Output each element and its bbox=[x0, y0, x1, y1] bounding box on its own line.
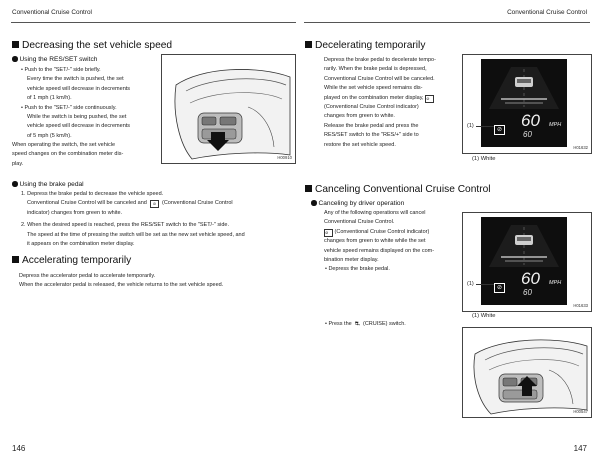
text-line: Every time the switch is pushed, the set bbox=[27, 76, 124, 83]
page-number-right: 147 bbox=[573, 444, 587, 453]
figure-code: H01632 bbox=[573, 145, 588, 150]
header-rule-left bbox=[11, 22, 296, 23]
section-square-icon bbox=[305, 41, 312, 48]
section-square-icon bbox=[12, 41, 19, 48]
figure-code: H01633 bbox=[573, 303, 588, 308]
steering-wheel-illustration bbox=[162, 55, 295, 163]
text-line: rarily. When the brake pedal is depressed, bbox=[324, 66, 427, 73]
text-line: While the set vehicle speed remains dis- bbox=[324, 85, 423, 92]
section-title-decelerating: Decelerating temporarily bbox=[305, 40, 425, 51]
bullet-dot-icon bbox=[12, 56, 18, 62]
text-line: played on the combination meter display, ⊘ bbox=[324, 94, 458, 103]
section-square-icon bbox=[305, 185, 312, 192]
section-square-icon bbox=[12, 256, 19, 263]
text-line: bination meter display. bbox=[324, 257, 379, 264]
subheading-driver-operation: Canceling by driver operation bbox=[311, 200, 404, 207]
figure-steering-switch-set bbox=[161, 54, 296, 164]
text-line: vehicle speed remains displayed on the com- bbox=[324, 247, 435, 254]
text-line: While the switch is being pushed, the set bbox=[27, 114, 127, 121]
cruise-indicator-white-icon: ⊘ bbox=[494, 283, 505, 293]
figure-caption: (1) White bbox=[472, 156, 496, 162]
text-line: Conventional Cruise Control. bbox=[324, 219, 395, 226]
callout-leader-line bbox=[476, 284, 494, 285]
section-title-canceling: Canceling Conventional Cruise Control bbox=[305, 184, 491, 195]
paragraph-canceling bbox=[324, 209, 458, 275]
meter-display bbox=[481, 217, 567, 305]
text-line: 2. When the desired speed is reached, press the RES/SET switch to the "SET/-" side. bbox=[21, 222, 230, 229]
text-line: Conventional Cruise Control will be canceled and ⊘ (Conventional Cruise Control bbox=[27, 200, 233, 207]
bullet-list-decrease bbox=[21, 66, 151, 141]
subheading-brake-pedal: Using the brake pedal bbox=[12, 181, 84, 188]
section-title-accelerating: Accelerating temporarily bbox=[12, 255, 131, 266]
cruise-indicator-icon: ⊘ bbox=[324, 229, 333, 237]
text-line: it appears on the combination meter display. bbox=[27, 241, 135, 248]
text-line: ⊘ (Conventional Cruise Control indicator) bbox=[325, 228, 430, 235]
text-line: vehicle speed will decrease in decrements bbox=[27, 123, 131, 130]
figure-code: H00547 bbox=[573, 409, 588, 414]
section-title-decreasing: Decreasing the set vehicle speed bbox=[12, 40, 172, 51]
text-line: 1. Depress the brake pedal to decrease the vehicle speed. bbox=[21, 191, 164, 197]
cruise-indicator-icon: ⊘ bbox=[425, 95, 434, 103]
text-line: • Push to the "SET/-" side continuously. bbox=[21, 104, 117, 111]
text-line: changes from green to white. bbox=[324, 113, 395, 120]
page-number-left: 146 bbox=[12, 444, 26, 453]
header-rule-right bbox=[304, 22, 590, 23]
cruise-switch-icon: ⛐ bbox=[354, 321, 360, 327]
cruise-indicator-icon: ⊘ bbox=[150, 200, 159, 208]
figure-caption: (1) White bbox=[472, 313, 496, 319]
text-line: When operating the switch, the set vehicle bbox=[12, 142, 116, 148]
text-line: Conventional Cruise Control will be canceled. bbox=[324, 75, 435, 82]
text-line: The speed at the time of pressing the switch will be set as the new set vehicle speed, and bbox=[27, 231, 245, 238]
text-line: Release the brake pedal and press the bbox=[324, 122, 419, 129]
text-line: vehicle speed will decrease in decrements bbox=[27, 85, 131, 92]
press-cruise-switch-line: • Press the ⛐ (CRUISE) switch. bbox=[325, 321, 406, 327]
brake-steps-list bbox=[21, 190, 296, 249]
figure-meter-canceling bbox=[462, 212, 592, 312]
paragraph-switch-operation bbox=[12, 141, 152, 169]
bullet-dot-icon bbox=[311, 200, 317, 206]
subheading-res-set: Using the RES/SET switch bbox=[12, 56, 97, 63]
figure-code: H00910 bbox=[277, 155, 292, 160]
text-line: changes from green to white while the set bbox=[324, 238, 426, 245]
paragraph-decelerating bbox=[324, 56, 458, 150]
bullet-dot-icon bbox=[12, 181, 18, 187]
text-line: speed changes on the combination meter dis- bbox=[12, 151, 124, 158]
set-speed-large: 60 bbox=[521, 269, 540, 288]
meter-display bbox=[481, 59, 567, 147]
current-speed-small: 60 bbox=[523, 130, 532, 139]
text-line: of 1 mph (1 km/h). bbox=[27, 95, 72, 102]
paragraph-accelerating bbox=[19, 272, 297, 291]
text-line: Any of the following operations will cancel bbox=[324, 210, 426, 216]
text-line: Depress the accelerator pedal to accelerate temporarily. bbox=[19, 273, 156, 279]
text-line: of 5 mph (5 km/h). bbox=[27, 132, 72, 139]
text-line: indicator) changes from green to white. bbox=[27, 209, 123, 216]
text-line: RES/SET switch to the "RES/+" side to bbox=[324, 132, 419, 139]
callout-leader-line bbox=[476, 126, 494, 127]
callout-number: (1) bbox=[467, 281, 474, 287]
speed-unit: MPH bbox=[549, 280, 562, 286]
text-line: When the accelerator pedal is released, the vehicle returns to the set vehicle speed. bbox=[19, 282, 224, 289]
text-line: Depress the brake pedal to decelerate tempo- bbox=[324, 57, 436, 63]
callout-number: (1) bbox=[467, 123, 474, 129]
figure-meter-decelerating bbox=[462, 54, 592, 154]
figure-steering-cruise-switch bbox=[462, 327, 592, 418]
speed-unit: MPH bbox=[549, 122, 562, 128]
steering-wheel-illustration bbox=[463, 328, 591, 417]
current-speed-small: 60 bbox=[523, 288, 532, 297]
text-line: play. bbox=[12, 160, 24, 167]
text-line: (Conventional Cruise Control indicator) bbox=[324, 104, 419, 111]
running-header-right: Conventional Cruise Control bbox=[507, 9, 587, 16]
text-line: restore the set vehicle speed. bbox=[324, 141, 396, 148]
cruise-indicator-white-icon: ⊘ bbox=[494, 125, 505, 135]
running-header-left: Conventional Cruise Control bbox=[12, 9, 92, 16]
text-line: • Push to the "SET/-" side briefly. bbox=[21, 67, 101, 73]
set-speed-large: 60 bbox=[521, 111, 540, 130]
text-line: • Depress the brake pedal. bbox=[325, 266, 390, 273]
